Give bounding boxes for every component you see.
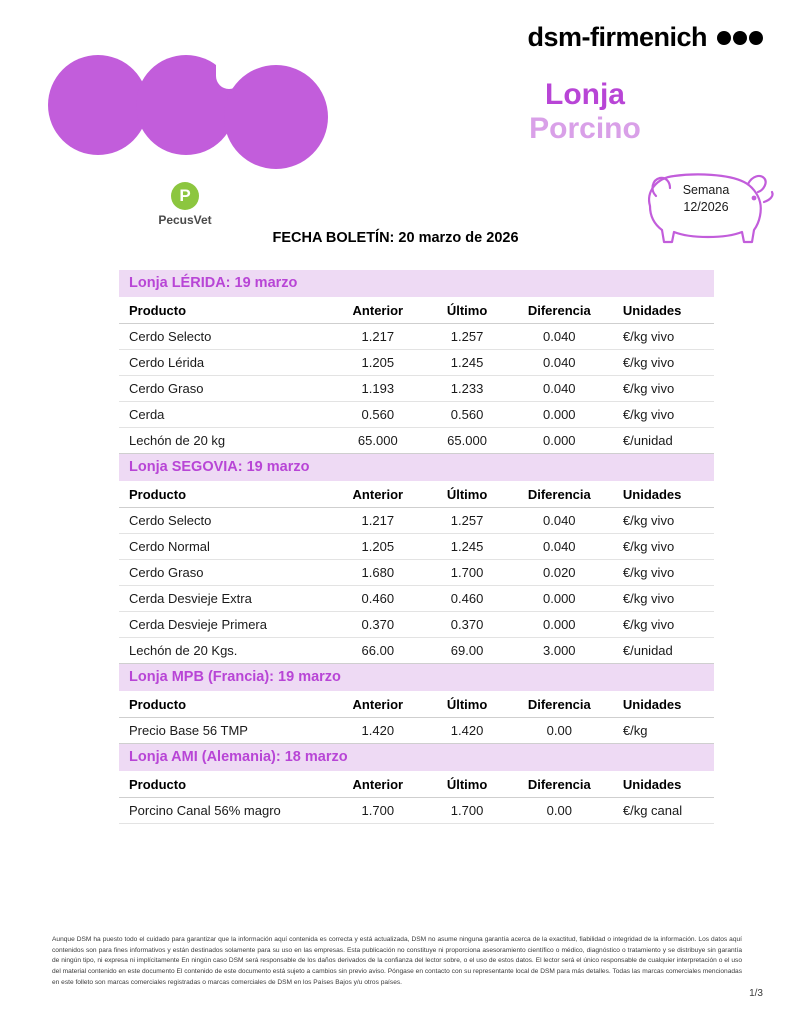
section-header-ami: Lonja AMI (Alemania): 18 marzo <box>119 744 714 771</box>
cell-ultimo: 0.560 <box>422 402 511 428</box>
column-header-unidades: Unidades <box>607 691 714 718</box>
cell-ultimo: 65.000 <box>422 428 511 454</box>
cell-ultimo: 1.257 <box>422 324 511 350</box>
cell-producto: Lechón de 20 Kgs. <box>119 638 333 664</box>
cell-producto: Precio Base 56 TMP <box>119 718 333 744</box>
cell-anterior: 1.700 <box>333 798 422 824</box>
table-row <box>119 798 714 824</box>
table-header-row <box>119 481 714 508</box>
table-header-row <box>119 771 714 798</box>
page-number: 1/3 <box>749 988 763 999</box>
cell-diferencia: 0.020 <box>512 560 607 586</box>
section-header-segovia: Lonja SEGOVIA: 19 marzo <box>119 454 714 481</box>
week-badge-text <box>664 182 748 216</box>
table-row <box>119 402 714 428</box>
table-row <box>119 324 714 350</box>
cell-producto: Cerdo Selecto <box>119 324 333 350</box>
column-header-diferencia: Diferencia <box>512 691 607 718</box>
cell-producto: Cerda Desvieje Primera <box>119 612 333 638</box>
page-title: Lonja <box>545 78 625 111</box>
cell-diferencia: 0.040 <box>512 324 607 350</box>
section-header-mpb: Lonja MPB (Francia): 19 marzo <box>119 664 714 691</box>
table-row <box>119 586 714 612</box>
cell-anterior: 1.205 <box>333 534 422 560</box>
cell-anterior: 1.420 <box>333 718 422 744</box>
cell-unidades: €/kg canal <box>607 798 714 824</box>
table-row <box>119 376 714 402</box>
cell-anterior: 0.460 <box>333 586 422 612</box>
pecusvet-mark-icon: P <box>171 182 199 210</box>
cell-ultimo: 1.420 <box>422 718 511 744</box>
cell-producto: Cerdo Graso <box>119 376 333 402</box>
column-header-diferencia: Diferencia <box>512 481 607 508</box>
column-header-producto: Producto <box>119 771 333 798</box>
column-header-unidades: Unidades <box>607 481 714 508</box>
cell-ultimo: 0.370 <box>422 612 511 638</box>
column-header-anterior: Anterior <box>333 691 422 718</box>
column-header-unidades: Unidades <box>607 771 714 798</box>
cell-diferencia: 0.00 <box>512 798 607 824</box>
cell-producto: Cerdo Lérida <box>119 350 333 376</box>
cell-anterior: 65.000 <box>333 428 422 454</box>
cell-producto: Cerda Desvieje Extra <box>119 586 333 612</box>
cell-anterior: 1.193 <box>333 376 422 402</box>
cell-producto: Cerdo Normal <box>119 534 333 560</box>
cell-unidades: €/unidad <box>607 638 714 664</box>
column-header-anterior: Anterior <box>333 771 422 798</box>
cell-anterior: 1.217 <box>333 324 422 350</box>
column-header-anterior: Anterior <box>333 481 422 508</box>
cell-unidades: €/kg vivo <box>607 376 714 402</box>
cell-anterior: 0.370 <box>333 612 422 638</box>
cell-diferencia: 3.000 <box>512 638 607 664</box>
cell-unidades: €/kg vivo <box>607 560 714 586</box>
cell-unidades: €/kg vivo <box>607 508 714 534</box>
price-table-mpb <box>119 691 714 744</box>
document-title <box>420 78 750 145</box>
brand-logo <box>527 22 763 53</box>
table-header-row <box>119 297 714 324</box>
cell-ultimo: 1.233 <box>422 376 511 402</box>
table-row <box>119 612 714 638</box>
table-row <box>119 508 714 534</box>
cell-producto: Lechón de 20 kg <box>119 428 333 454</box>
cell-unidades: €/kg vivo <box>607 586 714 612</box>
price-tables <box>119 270 714 824</box>
table-row <box>119 560 714 586</box>
column-header-producto: Producto <box>119 481 333 508</box>
table-header-row <box>119 691 714 718</box>
table-row <box>119 718 714 744</box>
brand-dots-icon <box>717 31 763 45</box>
column-header-ultimo: Último <box>422 691 511 718</box>
cell-producto: Cerda <box>119 402 333 428</box>
column-header-unidades: Unidades <box>607 297 714 324</box>
cell-unidades: €/kg vivo <box>607 350 714 376</box>
brand-name: dsm-firmenich <box>527 22 707 52</box>
cell-unidades: €/kg vivo <box>607 534 714 560</box>
price-table-lerida <box>119 297 714 454</box>
cell-unidades: €/kg vivo <box>607 402 714 428</box>
cell-unidades: €/kg vivo <box>607 324 714 350</box>
price-table-segovia <box>119 481 714 664</box>
cell-anterior: 1.217 <box>333 508 422 534</box>
column-header-diferencia: Diferencia <box>512 771 607 798</box>
cell-ultimo: 1.257 <box>422 508 511 534</box>
column-header-ultimo: Último <box>422 771 511 798</box>
cell-ultimo: 0.460 <box>422 586 511 612</box>
page-subtitle: Porcino <box>529 111 641 145</box>
cell-diferencia: 0.000 <box>512 586 607 612</box>
table-row <box>119 638 714 664</box>
table-row <box>119 534 714 560</box>
cell-producto: Cerdo Graso <box>119 560 333 586</box>
footer-disclaimer: Aunque DSM ha puesto todo el cuidado para garantizar que la información aquí contenida es correcta y está actualizada, DSM no asume ninguna garantía acerca de la exactitud, fiabilidad o integridad de la información. Los datos aquí contenidos son para fines informativos y están destinados solamente para su uso en las empresas. Esta publicación no constituye ni proporciona asesoramiento científico o médico, diagnóstico o tratamiento y se distribuye sin garantía de ningún tipo, ni expresa ni implícitamente En ningún caso DSM será responsable de los daños derivados de la confianza del lector sobre, o el uso de estos datos. El lector será el único responsable de cualquier interpretación o el uso del material contenido en este documento El contenido de este documento está sujeto a cambios sin previo aviso. Póngase en contacto con su representante local de DSM para más detalles. Todas las marcas comerciales mencionadas en este folleto son marcas comerciales registradas o marcas comerciales de DSM en los Países Bajos y/u otros países. <box>52 936 742 986</box>
column-header-ultimo: Último <box>422 297 511 324</box>
cell-ultimo: 1.700 <box>422 560 511 586</box>
section-header-lerida: Lonja LÉRIDA: 19 marzo <box>119 270 714 297</box>
cell-anterior: 1.205 <box>333 350 422 376</box>
cell-ultimo: 1.700 <box>422 798 511 824</box>
cell-ultimo: 1.245 <box>422 534 511 560</box>
cell-diferencia: 0.040 <box>512 350 607 376</box>
cell-unidades: €/kg <box>607 718 714 744</box>
bulletin-date: FECHA BOLETÍN: 20 marzo de 2026 <box>272 230 519 246</box>
week-value: 12/2026 <box>683 199 729 214</box>
cell-anterior: 66.00 <box>333 638 422 664</box>
cell-unidades: €/kg vivo <box>607 612 714 638</box>
dsm-circles-logo <box>48 55 328 155</box>
cell-diferencia: 0.000 <box>512 402 607 428</box>
pecusvet-label: PecusVet <box>158 213 212 227</box>
table-row <box>119 350 714 376</box>
cell-diferencia: 0.040 <box>512 534 607 560</box>
cell-anterior: 0.560 <box>333 402 422 428</box>
cell-diferencia: 0.040 <box>512 376 607 402</box>
week-label: Semana <box>682 183 730 197</box>
price-table-ami <box>119 771 714 824</box>
cell-diferencia: 0.000 <box>512 612 607 638</box>
column-header-diferencia: Diferencia <box>512 297 607 324</box>
cell-unidades: €/unidad <box>607 428 714 454</box>
table-row <box>119 428 714 454</box>
column-header-anterior: Anterior <box>333 297 422 324</box>
cell-ultimo: 1.245 <box>422 350 511 376</box>
cell-anterior: 1.680 <box>333 560 422 586</box>
pecusvet-logo <box>140 182 230 227</box>
cell-diferencia: 0.00 <box>512 718 607 744</box>
column-header-ultimo: Último <box>422 481 511 508</box>
column-header-producto: Producto <box>119 297 333 324</box>
cell-diferencia: 0.000 <box>512 428 607 454</box>
cell-producto: Porcino Canal 56% magro <box>119 798 333 824</box>
cell-ultimo: 69.00 <box>422 638 511 664</box>
cell-diferencia: 0.040 <box>512 508 607 534</box>
column-header-producto: Producto <box>119 691 333 718</box>
cell-producto: Cerdo Selecto <box>119 508 333 534</box>
